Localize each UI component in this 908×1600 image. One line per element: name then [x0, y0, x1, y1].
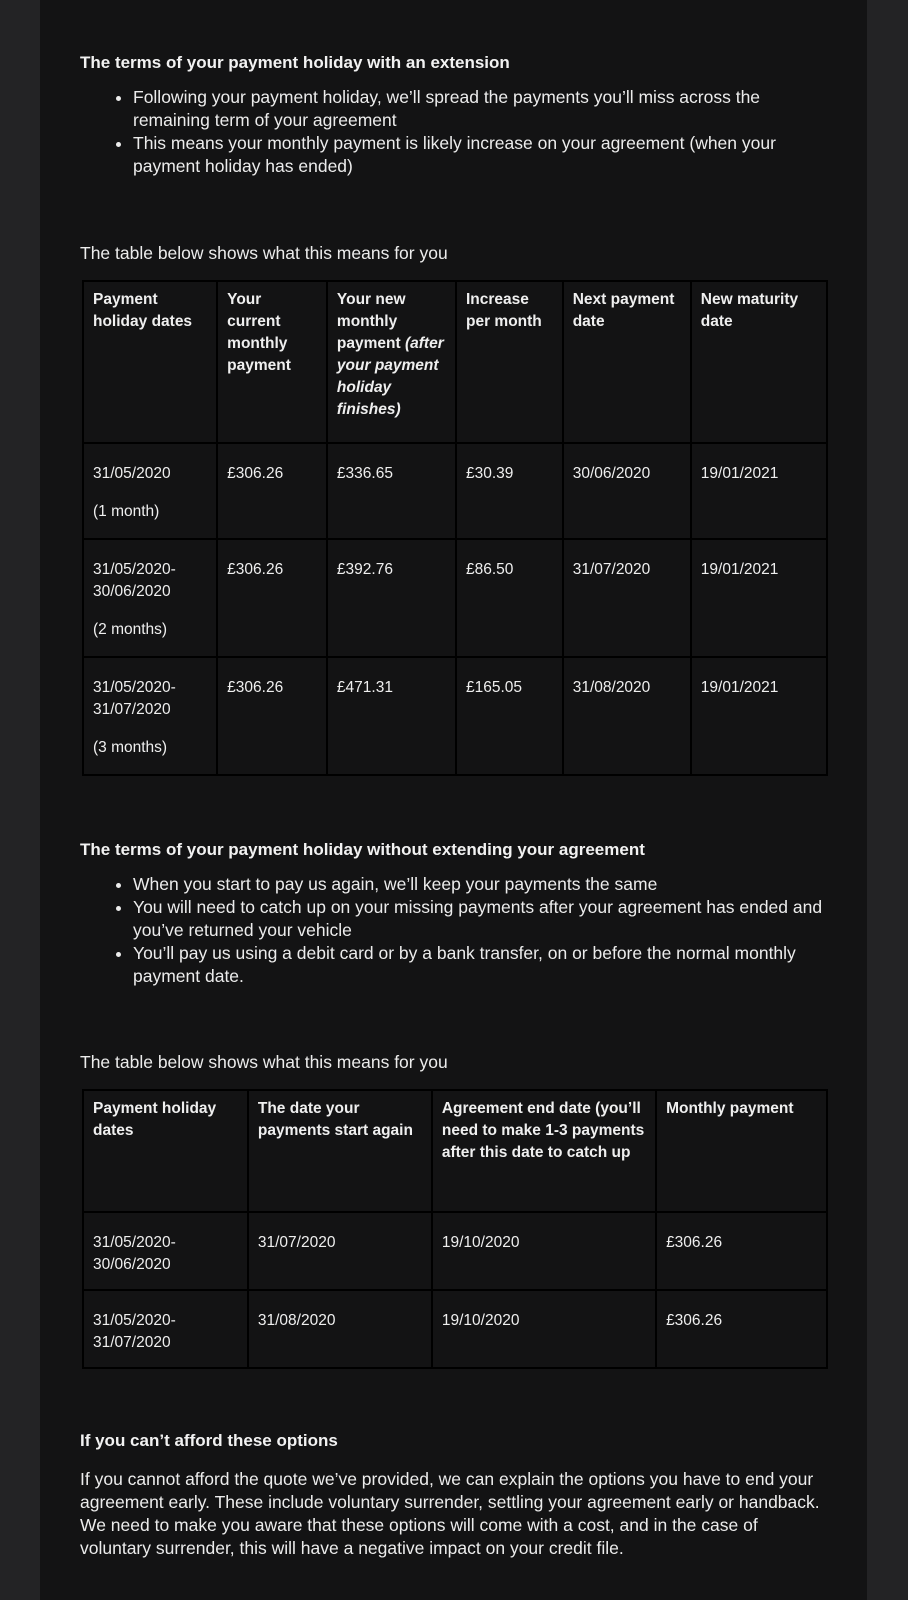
cell-dates	[83, 657, 217, 775]
header-next: Next payment date	[563, 281, 691, 443]
cell-restart	[248, 1212, 432, 1290]
no-extension-table	[82, 1089, 828, 1369]
cell-dates	[83, 443, 217, 539]
cell-restart-text: 31/07/2020	[257, 1234, 336, 1251]
no-extension-bullets	[80, 873, 830, 988]
cell-end-text: 19/10/2020	[441, 1312, 520, 1329]
cell-current-text: £306.26	[227, 561, 284, 578]
cell-monthly	[656, 1290, 827, 1368]
cell-monthly-text: £306.26	[666, 1312, 723, 1329]
header-current: Your current monthly payment	[217, 281, 327, 443]
cell-dates-text: 31/05/2020-30/06/2020	[93, 1234, 176, 1273]
cell-new	[327, 443, 456, 539]
cell-next-text: 31/07/2020	[572, 561, 651, 578]
cell-increase-text: £165.05	[466, 679, 523, 696]
bullet-item: • You’ll pay us using a debit card or by a bank transfer, on or before the normal monthly payment date.	[133, 942, 830, 988]
cell-next	[563, 443, 691, 539]
cell-current	[217, 657, 327, 775]
afford-heading: If you can’t afford these options	[80, 1431, 338, 1450]
no-extension-section	[80, 839, 830, 988]
header-dates: Payment holiday dates	[83, 1090, 248, 1212]
cell-current-text: £306.26	[227, 679, 284, 696]
cell-maturity-text: 19/01/2021	[700, 465, 779, 482]
cell-next	[563, 539, 691, 657]
cell-end	[432, 1290, 656, 1368]
cell-maturity-text: 19/01/2021	[700, 679, 779, 696]
table-intro: The table below shows what this means for you	[80, 243, 448, 263]
cell-next-text: 30/06/2020	[572, 465, 651, 482]
no-extension-heading: The terms of your payment holiday without extending your agreement	[80, 840, 645, 859]
table-row	[83, 1212, 827, 1290]
cell-increase-text: £30.39	[466, 465, 514, 482]
cell-end	[432, 1212, 656, 1290]
cell-increase	[456, 539, 563, 657]
table-row	[83, 443, 827, 539]
table-header-row	[83, 1090, 827, 1212]
cell-maturity	[691, 657, 827, 775]
extension-bullets	[80, 86, 830, 178]
cell-dates	[83, 1290, 248, 1368]
cell-dates-text: 31/05/2020	[93, 465, 171, 482]
cell-next	[563, 657, 691, 775]
bullet-item: • When you start to pay us again, we’ll keep your payments the same	[133, 873, 830, 896]
cell-restart-text: 31/08/2020	[257, 1312, 336, 1329]
header-new	[327, 281, 456, 443]
cell-duration: (2 months)	[93, 621, 168, 638]
cell-new	[327, 539, 456, 657]
header-dates: Payment holiday dates	[83, 281, 217, 443]
header-maturity: New maturity date	[691, 281, 827, 443]
cell-new-text: £471.31	[336, 679, 393, 696]
table-row	[83, 539, 827, 657]
cell-new-text: £336.65	[336, 465, 393, 482]
bullet-item: • Following your payment holiday, we’ll spread the payments you’ll miss across the remaining term of your agreement	[133, 86, 830, 132]
cell-next-text: 31/08/2020	[572, 679, 651, 696]
afford-section	[80, 1430, 830, 1560]
table-header-row	[83, 281, 827, 443]
header-new-note: (after your payment holiday finishes)	[336, 335, 444, 418]
bullet-item: • This means your monthly payment is likely increase on your agreement (when your payment holiday has ended)	[133, 132, 830, 178]
cell-increase	[456, 657, 563, 775]
header-restart: The date your payments start again	[248, 1090, 432, 1212]
email-body	[40, 0, 867, 1600]
extension-table	[82, 280, 828, 776]
header-new-main: Your new monthly payment	[336, 291, 406, 352]
extension-section	[80, 52, 830, 178]
cell-dates-text: 31/05/2020-31/07/2020	[93, 679, 176, 718]
cell-current	[217, 443, 327, 539]
cell-restart	[248, 1290, 432, 1368]
cell-monthly	[656, 1212, 827, 1290]
cell-maturity	[691, 539, 827, 657]
header-monthly: Monthly payment	[656, 1090, 827, 1212]
cell-dates-text: 31/05/2020-31/07/2020	[93, 1312, 176, 1351]
cell-dates-text: 31/05/2020-30/06/2020	[93, 561, 176, 600]
cell-new-text: £392.76	[336, 561, 393, 578]
cell-duration: (1 month)	[93, 503, 160, 520]
cell-increase-text: £86.50	[466, 561, 514, 578]
cell-current-text: £306.26	[227, 465, 284, 482]
cell-monthly-text: £306.26	[666, 1234, 723, 1251]
cell-new	[327, 657, 456, 775]
cell-increase	[456, 443, 563, 539]
bullet-item: • You will need to catch up on your missing payments after your agreement has ended and you’ve returned your vehicle	[133, 896, 830, 942]
cell-duration: (3 months)	[93, 739, 168, 756]
cell-maturity-text: 19/01/2021	[700, 561, 779, 578]
cell-dates	[83, 539, 217, 657]
header-end: Agreement end date (you’ll need to make 1-3 payments after this date to catch up	[432, 1090, 656, 1212]
afford-paragraph: If you cannot afford the quote we’ve provided, we can explain the options you have to end your agreement early. These include voluntary surrender, settling your agreement early or handback. We need to make you aware that these options will come with a cost, and in the case of voluntary surrender, this will have a negative impact on your credit file.	[80, 1469, 820, 1558]
cell-current	[217, 539, 327, 657]
table-intro: The table below shows what this means for you	[80, 1052, 448, 1072]
cell-dates	[83, 1212, 248, 1290]
cell-maturity	[691, 443, 827, 539]
extension-heading: The terms of your payment holiday with an extension	[80, 53, 510, 72]
table-row	[83, 657, 827, 775]
header-increase: Increase per month	[456, 281, 563, 443]
cell-end-text: 19/10/2020	[441, 1234, 520, 1251]
table-row	[83, 1290, 827, 1368]
